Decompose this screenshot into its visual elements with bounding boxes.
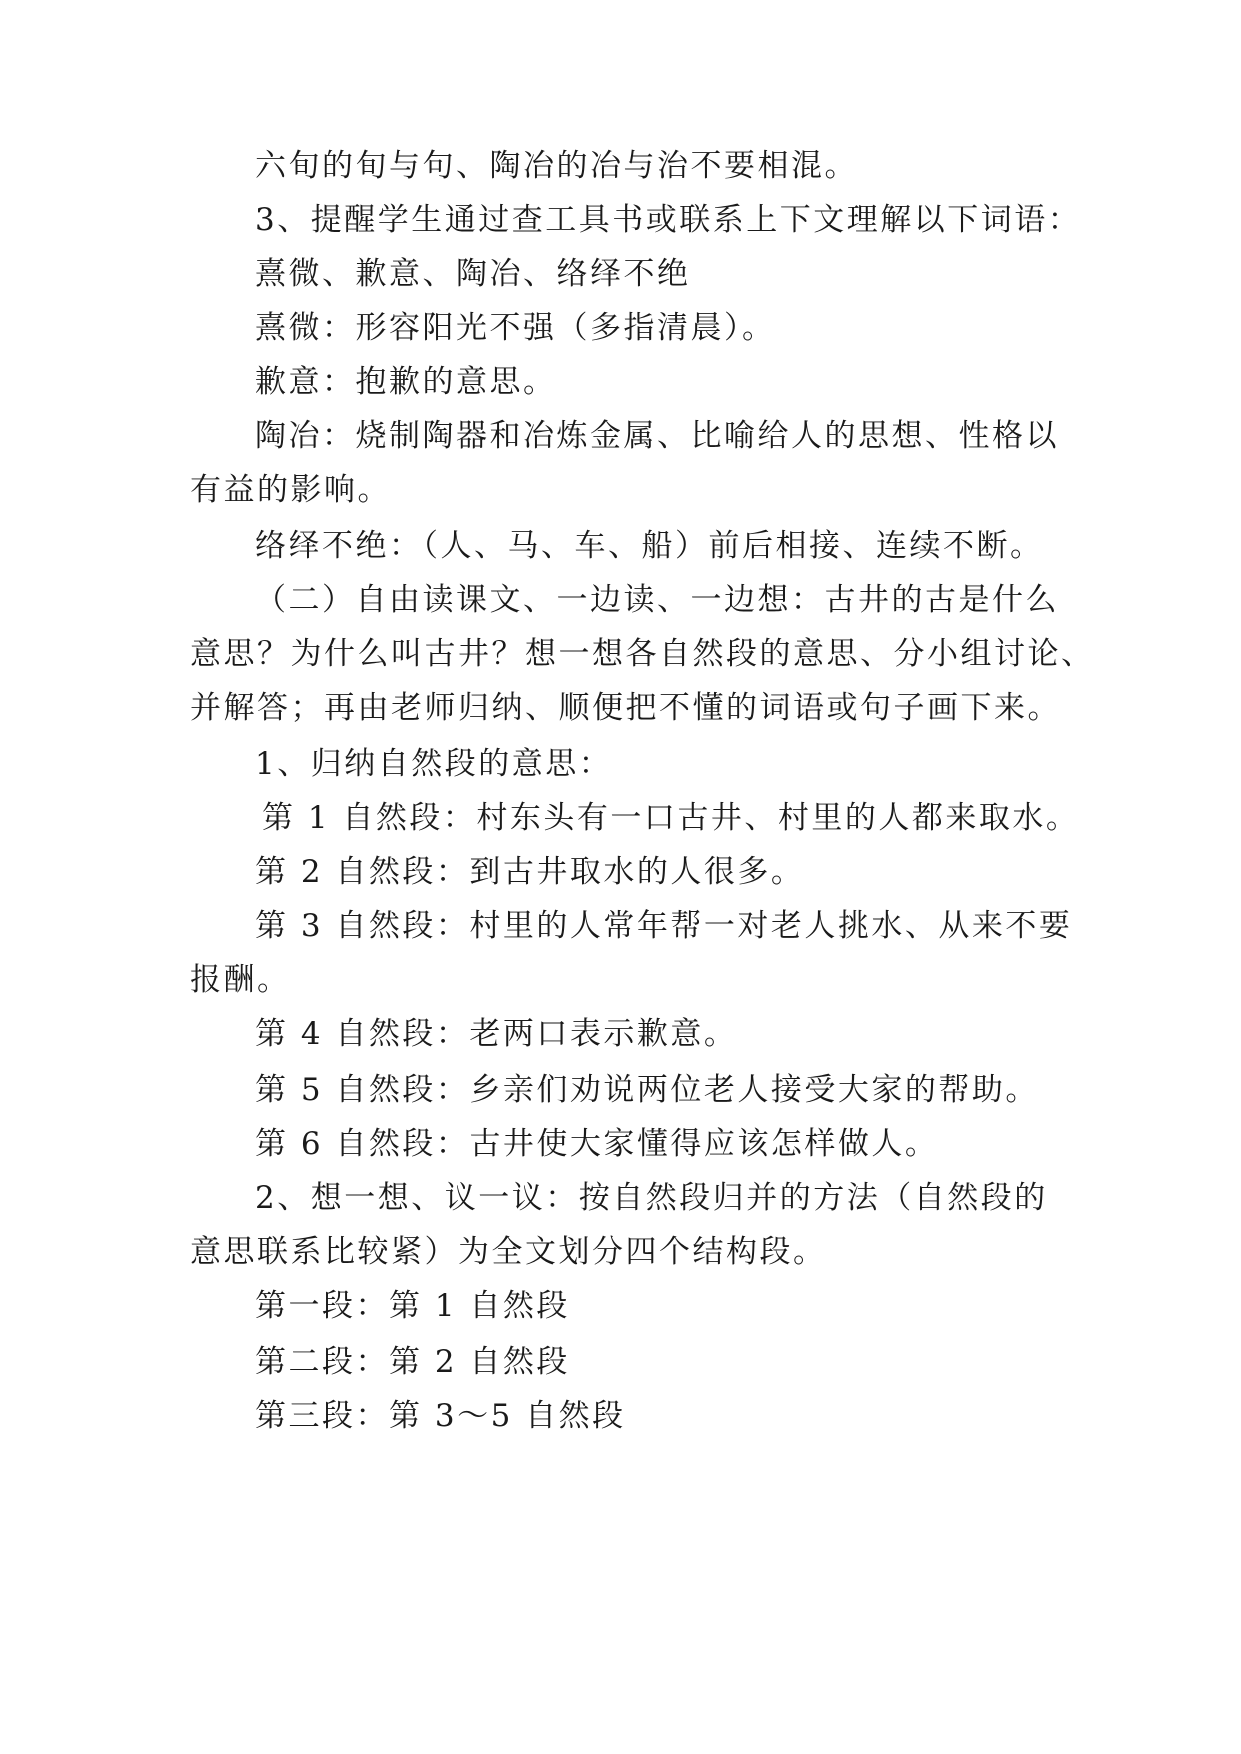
text-line: 六旬的旬与句、陶冶的冶与治不要相混。 <box>255 148 858 184</box>
text-line: 第 1 自然段：村东头有一口古井、村里的人都来取水。 <box>262 800 1080 836</box>
text-line: 第 6 自然段：古井使大家懂得应该怎样做人。 <box>255 1126 939 1162</box>
text-line: 熹微：形容阳光不强（多指清晨）。 <box>255 310 776 346</box>
text-line: 熹微、歉意、陶冶、络绎不绝 <box>255 256 691 292</box>
text-line: 第三段：第 3～5 自然段 <box>255 1398 626 1434</box>
text-line: 1、归纳自然段的意思： <box>255 746 613 782</box>
text-line: 歉意：抱歉的意思。 <box>255 364 557 400</box>
text-line: 第二段：第 2 自然段 <box>255 1344 570 1380</box>
text-line: 有益的影响。 <box>190 472 391 508</box>
text-line: 络绎不绝：（人、马、车、船）前后相接、连续不断。 <box>255 528 1044 564</box>
text-line: 第 3 自然段：村里的人常年帮一对老人挑水、从来不要 <box>255 908 1073 944</box>
text-line: 第 5 自然段：乡亲们劝说两位老人接受大家的帮助。 <box>255 1072 1039 1108</box>
text-line: 3、提醒学生通过查工具书或联系上下文理解以下词语： <box>255 202 1082 238</box>
text-line: 第一段：第 1 自然段 <box>255 1288 570 1324</box>
text-line: 第 2 自然段：到古井取水的人很多。 <box>255 854 805 890</box>
text-line: 意思联系比较紧）为全文划分四个结构段。 <box>190 1234 827 1270</box>
text-line: 陶冶：烧制陶器和冶炼金属、比喻给人的思想、性格以 <box>255 418 1059 454</box>
text-line: 报酬。 <box>190 962 291 998</box>
text-line: 并解答；再由老师归纳、顺便把不懂的词语或句子画下来。 <box>190 690 1061 726</box>
text-line: 2、想一想、议一议：按自然段归并的方法（自然段的 <box>255 1180 1048 1216</box>
text-line: 第 4 自然段：老两口表示歉意。 <box>255 1016 738 1052</box>
text-line: （二）自由读课文、一边读、一边想：古井的古是什么 <box>255 582 1059 618</box>
text-line: 意思？为什么叫古井？想一想各自然段的意思、分小组讨论、 <box>190 636 1095 672</box>
